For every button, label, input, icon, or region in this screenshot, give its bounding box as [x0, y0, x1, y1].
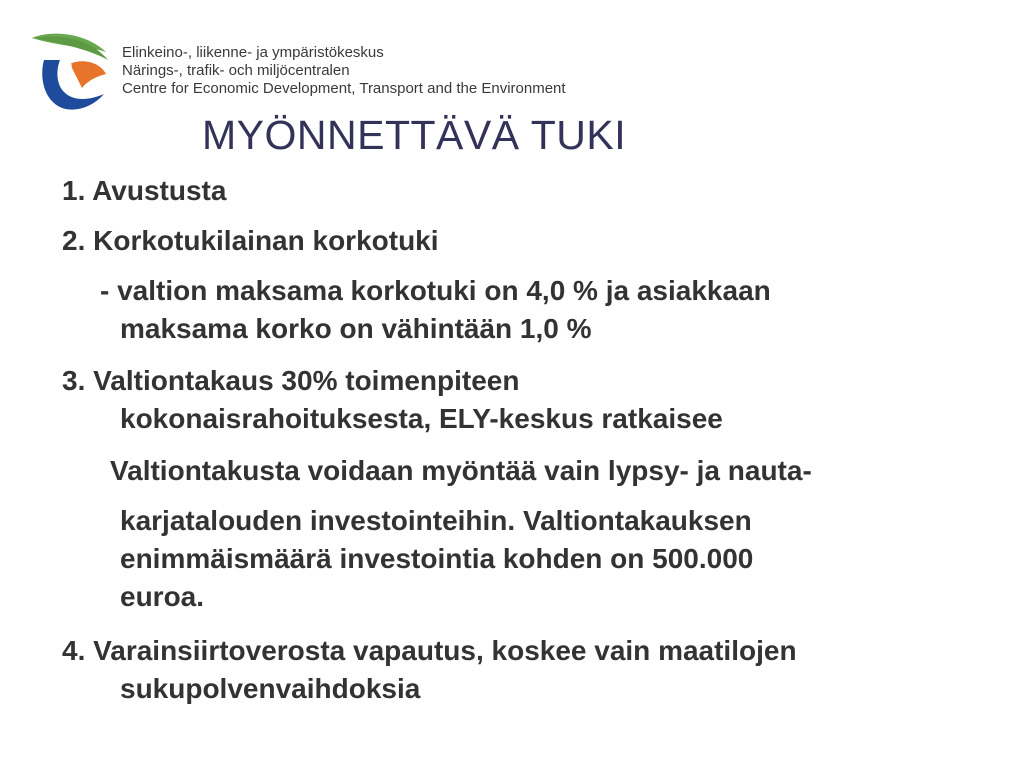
- organization-names: [122, 44, 566, 98]
- slide-title: MYÖNNETTÄVÄ TUKI: [202, 112, 627, 158]
- list-item: karjatalouden investointeihin. Valtiontakauksen: [120, 505, 752, 536]
- list-item: Valtiontakusta voidaan myöntää vain lypsy- ja nauta-: [110, 455, 812, 486]
- list-item: maksama korko on vähintään 1,0 %: [120, 313, 592, 344]
- list-item: - valtion maksama korkotuki on 4,0 % ja asiakkaan: [100, 275, 771, 306]
- list-item: 2. Korkotukilainan korkotuki: [62, 225, 439, 256]
- org-name-fi: Elinkeino-, liikenne- ja ympäristökeskus: [122, 44, 384, 61]
- list-item: enimmäismäärä investointia kohden on 500.000: [120, 543, 754, 574]
- list-item: 4. Varainsiirtoverosta vapautus, koskee vain maatilojen: [62, 635, 797, 666]
- ely-logo-icon: [30, 30, 112, 112]
- org-name-sv: Närings-, trafik- och miljöcentralen: [122, 62, 350, 79]
- list-item: 1. Avustusta: [62, 175, 227, 206]
- list-item: kokonaisrahoituksesta, ELY-keskus ratkaisee: [120, 403, 723, 434]
- list-item: euroa.: [120, 581, 205, 612]
- list-item: 3. Valtiontakaus 30% toimenpiteen: [62, 365, 520, 396]
- list-item: sukupolvenvaihdoksia: [120, 673, 421, 704]
- org-name-en: Centre for Economic Development, Transport and the Environment: [122, 80, 566, 97]
